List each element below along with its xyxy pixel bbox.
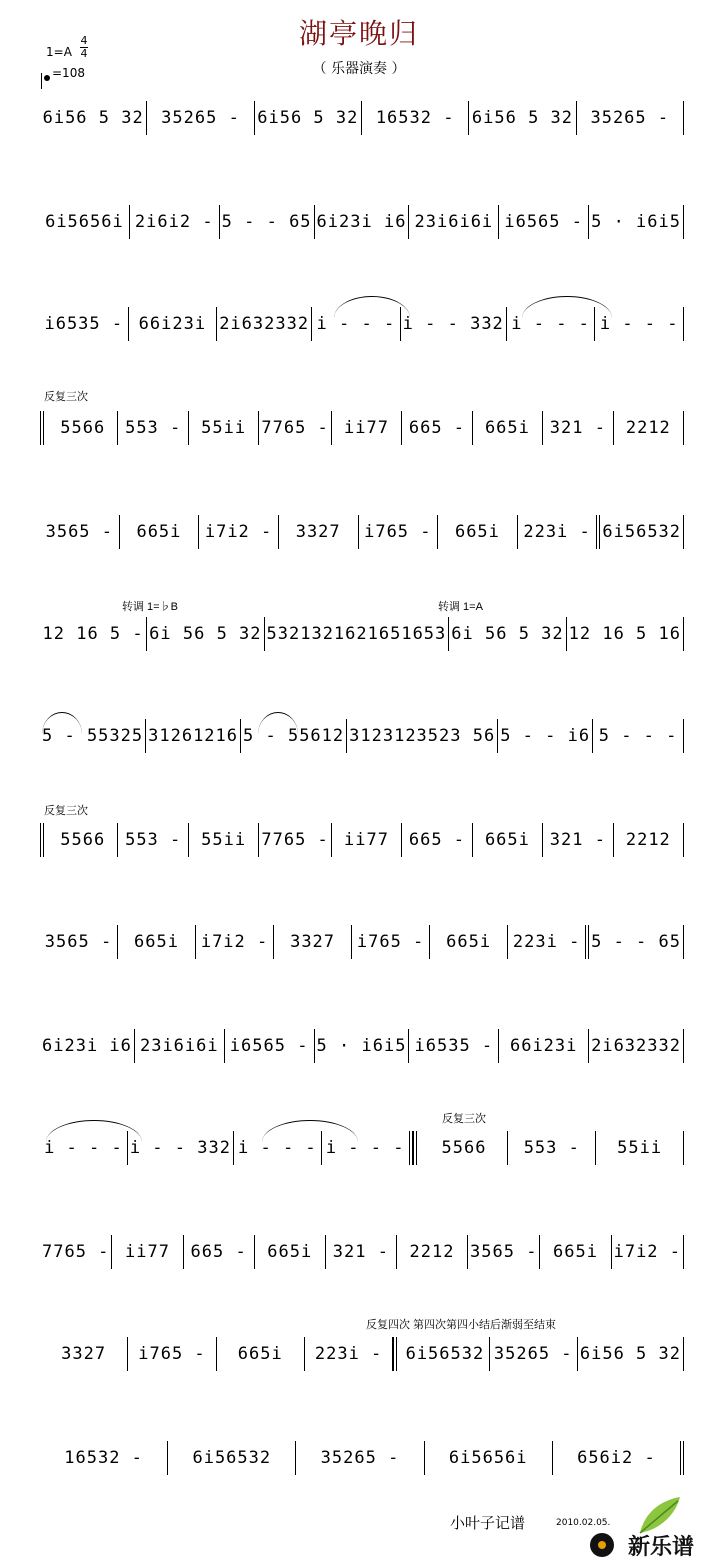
measure: 665i xyxy=(255,1235,326,1269)
measure: i - - - xyxy=(507,307,596,341)
measure: ii77 xyxy=(332,823,402,857)
repeat-annotation: 反复三次 xyxy=(44,391,88,403)
measure: i - - - xyxy=(595,307,684,341)
measure: 6i56 5 32 xyxy=(255,101,362,135)
measure: 2i632332 xyxy=(589,1029,684,1063)
measure: i - - - xyxy=(322,1131,413,1165)
measure: 223i - xyxy=(508,925,589,959)
measure: i7i2 - xyxy=(612,1235,684,1269)
score-system xyxy=(40,1128,684,1168)
repeat-annotation: 反复三次 xyxy=(442,1113,486,1125)
measure: 3565 - xyxy=(468,1235,540,1269)
measure: 66i23i xyxy=(129,307,218,341)
time-signature-top: 4 xyxy=(80,34,88,47)
measure: 2212 xyxy=(614,823,684,857)
measure: 5321321621651653 xyxy=(265,617,450,651)
measure: 665i xyxy=(118,925,196,959)
measure: 23i6i6i xyxy=(409,205,499,239)
measure: 16532 - xyxy=(362,101,469,135)
measure: 2i6i2 - xyxy=(130,205,220,239)
time-signature xyxy=(80,36,88,59)
measure: 6i5656i xyxy=(40,205,130,239)
measure: 12 16 5 - xyxy=(40,617,147,651)
measure: 665i xyxy=(217,1337,305,1371)
measure: 553 - xyxy=(118,823,188,857)
measure: ii77 xyxy=(112,1235,183,1269)
score-subtitle: （ 乐器演奏 ） xyxy=(312,61,406,77)
measure: 553 - xyxy=(118,411,188,445)
measure: i6565 - xyxy=(225,1029,315,1063)
measure: 35265 - xyxy=(577,101,684,135)
measure: 31261216 xyxy=(146,719,241,753)
measure: 3327 xyxy=(274,925,352,959)
repeat-annotation: 反复四次 第四次第四小结后渐弱至结束 xyxy=(366,1319,557,1331)
measure: 553 - xyxy=(508,1131,596,1165)
measure: 6i 56 5 32 xyxy=(147,617,264,651)
measure: 6i56 5 32 xyxy=(40,101,147,135)
measure: 665i xyxy=(430,925,508,959)
measure: 3565 - xyxy=(40,925,118,959)
measure: 223i - xyxy=(305,1337,393,1371)
measure: 66i23i xyxy=(499,1029,589,1063)
score-system xyxy=(40,408,684,448)
credit-date: 2010.02.05. xyxy=(556,1518,611,1528)
key-signature: 1=A xyxy=(46,45,72,59)
measure: i6535 - xyxy=(40,307,129,341)
measure: i7i2 - xyxy=(196,925,274,959)
tempo-value: =108 xyxy=(52,66,85,80)
measure: 7765 - xyxy=(259,823,331,857)
measure: 6i56 5 32 xyxy=(469,101,576,135)
score-system xyxy=(40,1334,684,1374)
quarter-note-icon xyxy=(44,75,50,81)
score-system xyxy=(40,614,684,654)
measure: i - - - xyxy=(312,307,401,341)
measure: i - - 332 xyxy=(401,307,507,341)
measure: i6565 - xyxy=(499,205,589,239)
measure: 12 16 5 16 xyxy=(567,617,684,651)
score-system xyxy=(40,716,684,756)
tempo-marking xyxy=(44,66,85,80)
measure: 23i6i6i xyxy=(135,1029,225,1063)
measure: 3123123523 56 xyxy=(347,719,498,753)
measure: 5 - - 65 xyxy=(220,205,315,239)
score-system xyxy=(40,1232,684,1272)
score-system xyxy=(40,304,684,344)
measure: 223i - xyxy=(518,515,601,549)
measure: 35265 - xyxy=(490,1337,578,1371)
measure: 5566 xyxy=(40,411,118,445)
measure: i765 - xyxy=(128,1337,216,1371)
measure: ii77 xyxy=(332,411,402,445)
measure: i - - 332 xyxy=(128,1131,234,1165)
measure: 5 · i6i5 xyxy=(315,1029,410,1063)
score-system xyxy=(40,202,684,242)
measure: 3327 xyxy=(279,515,359,549)
measure: 2212 xyxy=(614,411,684,445)
measure: i765 - xyxy=(352,925,430,959)
measure: i - - - xyxy=(234,1131,322,1165)
measure: 321 - xyxy=(326,1235,397,1269)
measure: 3565 - xyxy=(40,515,120,549)
measure: 55ii xyxy=(596,1131,684,1165)
measure: i6535 - xyxy=(409,1029,499,1063)
measure: 5 - - 65 xyxy=(589,925,684,959)
transcriber-credit: 小叶子记谱 xyxy=(450,1514,526,1532)
modulation-annotation: 转调 1=A xyxy=(438,601,483,613)
measure: 5566 xyxy=(40,823,118,857)
measure: 665 - xyxy=(402,823,472,857)
measure: 55ii xyxy=(189,411,259,445)
measure: 7765 - xyxy=(259,411,331,445)
measure: 6i56532 xyxy=(168,1441,296,1475)
measure: i765 - xyxy=(359,515,439,549)
measure: 5 - 55612 xyxy=(241,719,347,753)
measure: 321 - xyxy=(543,823,613,857)
measure: 3327 xyxy=(40,1337,128,1371)
score-system xyxy=(40,922,684,962)
measure: 55ii xyxy=(189,823,259,857)
measure: 5 - - - xyxy=(593,719,684,753)
measure: 5 · i6i5 xyxy=(589,205,684,239)
measure: i7i2 - xyxy=(199,515,279,549)
measure: 6i23i i6 xyxy=(40,1029,135,1063)
measure: 5 - 55325 xyxy=(40,719,146,753)
score-title: 湖亭晚归 xyxy=(298,17,419,50)
measure: i - - - xyxy=(40,1131,128,1165)
measure: 665 - xyxy=(402,411,472,445)
measure: 35265 - xyxy=(147,101,254,135)
measure: 6i56532 xyxy=(600,515,684,549)
measure: 321 - xyxy=(543,411,613,445)
measure: 6i5656i xyxy=(425,1441,553,1475)
repeat-annotation: 反复三次 xyxy=(44,805,88,817)
measure: 16532 - xyxy=(40,1441,168,1475)
score-system xyxy=(40,1438,684,1478)
measure: 5566 xyxy=(413,1131,509,1165)
measure: 665i xyxy=(473,823,543,857)
measure: 5 - - i6 xyxy=(498,719,593,753)
measure: 2212 xyxy=(397,1235,468,1269)
measure: 2i632332 xyxy=(217,307,312,341)
measure: 665i xyxy=(473,411,543,445)
time-signature-bottom: 4 xyxy=(80,47,88,60)
score-system xyxy=(40,512,684,552)
measure: 665i xyxy=(120,515,200,549)
measure: 6i 56 5 32 xyxy=(449,617,566,651)
measure: 665 - xyxy=(184,1235,255,1269)
score-system xyxy=(40,1026,684,1066)
score-system xyxy=(40,98,684,138)
measure: 6i56532 xyxy=(393,1337,489,1371)
score-system xyxy=(40,820,684,860)
measure: 7765 - xyxy=(40,1235,112,1269)
measure: 6i56 5 32 xyxy=(578,1337,684,1371)
measure: 665i xyxy=(438,515,518,549)
measure: 6i23i i6 xyxy=(315,205,410,239)
modulation-annotation: 转调 1=♭B xyxy=(122,601,178,613)
measure: 656i2 - xyxy=(553,1441,684,1475)
measure: 665i xyxy=(540,1235,611,1269)
site-logo-text: 新乐谱 xyxy=(628,1534,695,1559)
measure: 35265 - xyxy=(296,1441,424,1475)
